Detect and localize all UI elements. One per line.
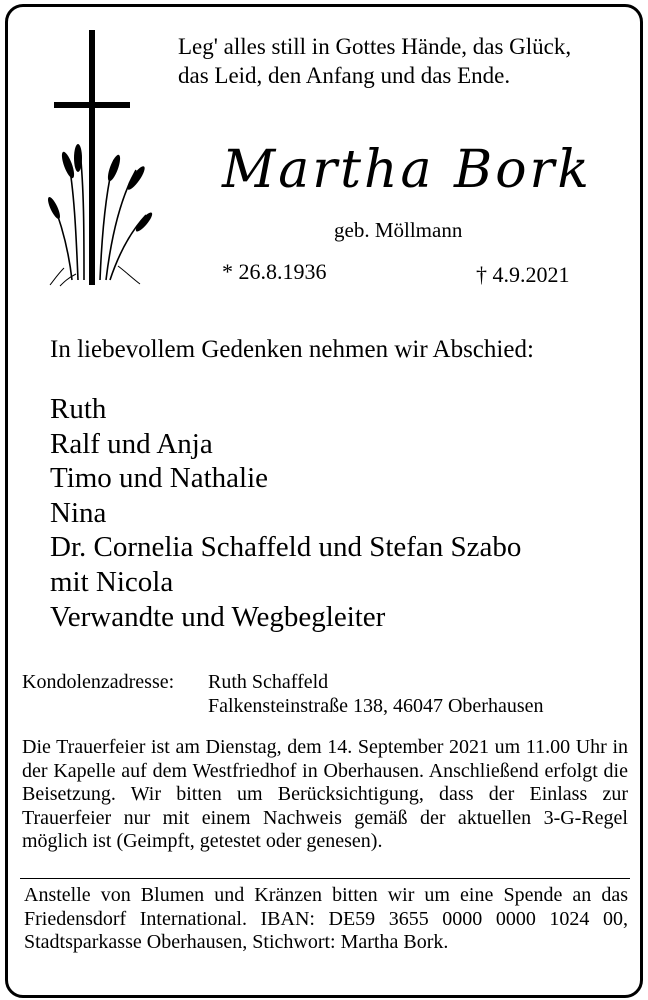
condolence-name: Ruth Schaffeld	[208, 671, 329, 693]
mourners-list	[50, 392, 521, 634]
donation-text: Anstelle von Blumen und Kränzen bitten wir um eine Spende an das Friedensdorf International. IBAN: DE59 3655 0000 0000 1024 00, Stadtsparkasse Oberhausen, Stichwort: Martha Bork.	[24, 884, 628, 953]
condolence-address: Falkensteinstraße 138, 46047 Oberhausen	[208, 695, 544, 717]
death-date: † 4.9.2021	[476, 262, 570, 287]
mourner: mit Nicola	[50, 565, 174, 598]
verse: Leg' alles still in Gottes Hände, das Glück, das Leid, den Anfang und das Ende.	[178, 34, 572, 88]
cross-with-wheat-icon	[48, 30, 158, 290]
mourner: Verwandte und Wegbegleiter	[50, 600, 386, 633]
maiden-name: geb. Möllmann	[334, 218, 463, 242]
mourner: Ruth	[50, 393, 107, 425]
mourner: Ralf und Anja	[50, 427, 213, 460]
ceremony-text: Die Trauerfeier ist am Dienstag, dem 14. September 2021 um 11.00 Uhr in der Kapelle auf dem Westfriedhof in Oberhausen. Anschließend erfolgt die Beisetzung. Wir bitten um Berücksichtigung, dass der Einlass zur Trauerfeier nur mit einem Nachweis gemäß der aktuellen 3-G-Regel möglich ist (Geimpft, getestet oder genesen).	[22, 736, 628, 852]
birth-date: * 26.8.1936	[222, 259, 327, 284]
deceased-name: Martha Bork	[222, 140, 592, 200]
divider	[20, 878, 630, 879]
condolence-label: Kondolenzadresse:	[22, 671, 175, 693]
mourner: Nina	[50, 496, 107, 529]
mourner: Timo und Nathalie	[50, 462, 269, 495]
farewell-intro: In liebevollem Gedenken nehmen wir Abschied:	[50, 336, 534, 363]
mourner: Dr. Cornelia Schaffeld und Stefan Szabo	[50, 531, 522, 564]
